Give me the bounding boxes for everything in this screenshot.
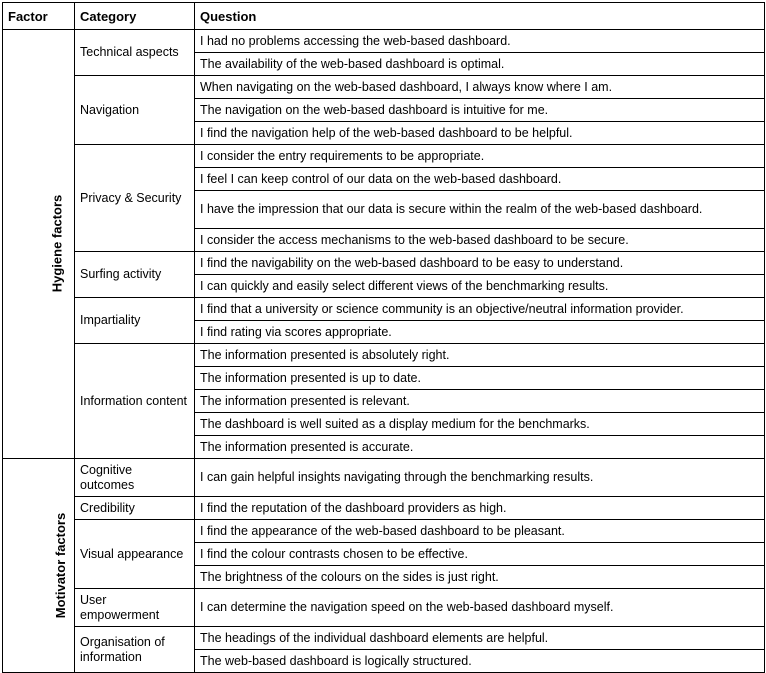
table-row <box>3 344 765 367</box>
factor-cell <box>3 30 75 459</box>
question-cell: The information presented is up to date. <box>195 367 765 390</box>
question-cell: I can quickly and easily select different views of the benchmarking results. <box>195 275 765 298</box>
table-row <box>3 520 765 543</box>
question-cell: I had no problems accessing the web-based dashboard. <box>195 30 765 53</box>
question-cell: The dashboard is well suited as a display medium for the benchmarks. <box>195 413 765 436</box>
category-cell: User empowerment <box>75 589 195 627</box>
question-cell: I consider the entry requirements to be appropriate. <box>195 145 765 168</box>
question-cell: When navigating on the web-based dashboard, I always know where I am. <box>195 76 765 99</box>
table-row <box>3 627 765 650</box>
factor-header: Factor <box>3 3 75 30</box>
table-row <box>3 459 765 497</box>
question-cell: The navigation on the web-based dashboard is intuitive for me. <box>195 99 765 122</box>
table-row <box>3 145 765 168</box>
question-cell: The availability of the web-based dashboard is optimal. <box>195 53 765 76</box>
table-row <box>3 76 765 99</box>
category-cell: Surfing activity <box>75 252 195 298</box>
question-cell: I can gain helpful insights navigating through the benchmarking results. <box>195 459 765 497</box>
factor-label: Motivator factors <box>53 512 69 618</box>
category-cell: Organisation of information <box>75 627 195 673</box>
question-cell: I feel I can keep control of our data on the web-based dashboard. <box>195 168 765 191</box>
question-cell: I consider the access mechanisms to the web-based dashboard to be secure. <box>195 229 765 252</box>
table-row <box>3 497 765 520</box>
question-cell: I find that a university or science community is an objective/neutral information provider. <box>195 298 765 321</box>
factor-label: Hygiene factors <box>49 194 65 293</box>
question-cell: I find the reputation of the dashboard providers as high. <box>195 497 765 520</box>
question-cell: The headings of the individual dashboard elements are helpful. <box>195 627 765 650</box>
table-row <box>3 252 765 275</box>
category-cell: Technical aspects <box>75 30 195 76</box>
category-cell: Impartiality <box>75 298 195 344</box>
question-cell: I find the navigation help of the web-based dashboard to be helpful. <box>195 122 765 145</box>
header-row <box>3 3 765 30</box>
question-cell: The information presented is accurate. <box>195 436 765 459</box>
factor-cell <box>3 459 75 673</box>
category-header: Category <box>75 3 195 30</box>
category-cell: Navigation <box>75 76 195 145</box>
category-cell: Credibility <box>75 497 195 520</box>
table-row <box>3 589 765 627</box>
table-row <box>3 30 765 53</box>
question-cell: I can determine the navigation speed on the web-based dashboard myself. <box>195 589 765 627</box>
question-cell: I find the colour contrasts chosen to be effective. <box>195 543 765 566</box>
category-cell: Cognitive outcomes <box>75 459 195 497</box>
question-cell: I find rating via scores appropriate. <box>195 321 765 344</box>
question-header: Question <box>195 3 765 30</box>
question-cell: I have the impression that our data is secure within the realm of the web-based dashboard. <box>195 191 765 229</box>
survey-table <box>2 2 765 673</box>
question-cell: The brightness of the colours on the sides is just right. <box>195 566 765 589</box>
question-cell: The information presented is absolutely right. <box>195 344 765 367</box>
question-cell: The web-based dashboard is logically structured. <box>195 650 765 673</box>
category-cell: Information content <box>75 344 195 459</box>
question-cell: The information presented is relevant. <box>195 390 765 413</box>
category-cell: Privacy & Security <box>75 145 195 252</box>
table-row <box>3 298 765 321</box>
question-cell: I find the navigability on the web-based dashboard to be easy to understand. <box>195 252 765 275</box>
category-cell: Visual appearance <box>75 520 195 589</box>
question-cell: I find the appearance of the web-based dashboard to be pleasant. <box>195 520 765 543</box>
survey-body <box>3 30 765 673</box>
